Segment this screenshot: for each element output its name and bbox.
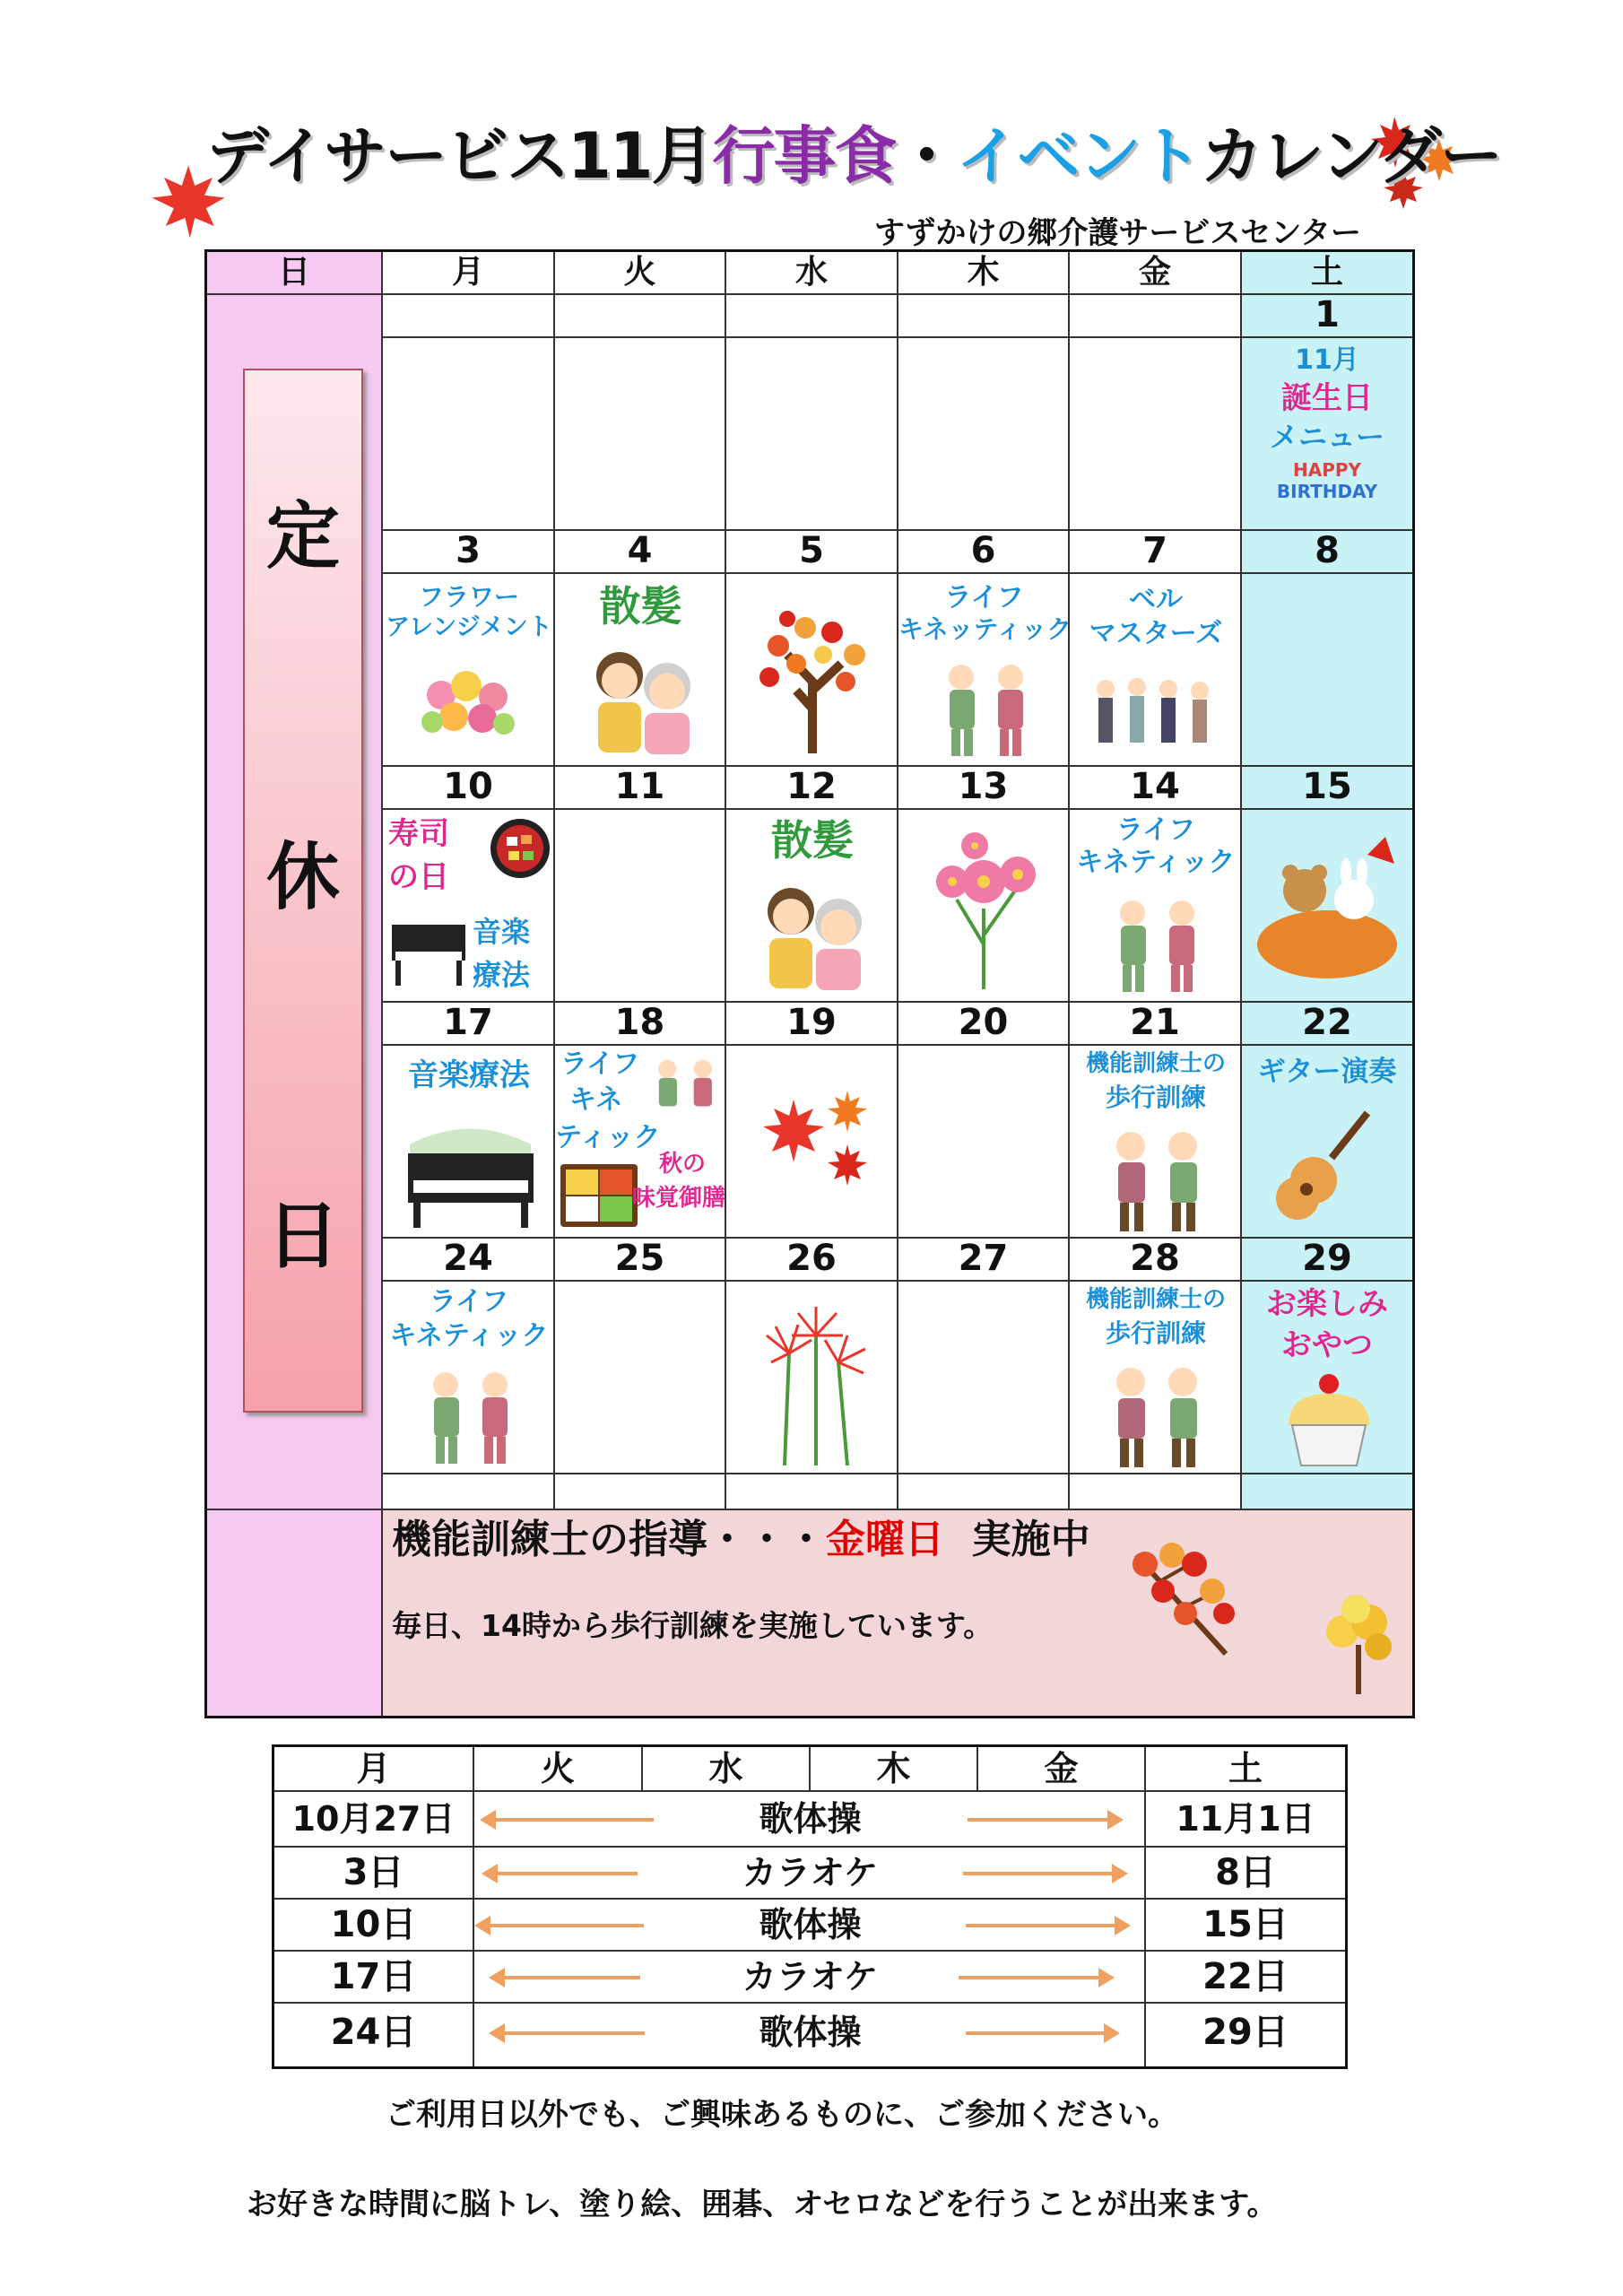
sushi-icon	[489, 817, 551, 880]
date-number: 17	[383, 1003, 555, 1046]
day-cell-10	[383, 810, 555, 1003]
schedule-sat: 22日	[1146, 1952, 1345, 2004]
autumn-tree-icon	[742, 592, 882, 753]
date-cell	[383, 295, 555, 338]
maple-leaves-icon	[749, 1082, 879, 1194]
date-number: 4	[555, 531, 726, 574]
right-arrow-icon	[966, 2031, 1107, 2035]
autumn-animals-icon	[1251, 828, 1403, 989]
event-label: ギター演奏	[1257, 1056, 1397, 1088]
event-label: マスターズ	[1089, 618, 1223, 649]
event-label: 秋の	[659, 1151, 707, 1178]
day-cell-26	[726, 1282, 898, 1474]
event-label: ティック	[555, 1122, 661, 1153]
schedule-sat: 29日	[1202, 2012, 1289, 2053]
date-cell	[898, 295, 1070, 338]
date-number: 22	[1242, 1003, 1412, 1046]
day-cell-22	[1242, 1046, 1412, 1239]
weekday-fri: 金	[1070, 252, 1242, 295]
exercise-icon	[1101, 895, 1213, 994]
schedule-activity: 歌体操	[759, 1799, 862, 1839]
exercise-icon	[645, 1051, 725, 1132]
event-label: 寿司	[388, 816, 449, 852]
date-number: 28	[1070, 1239, 1242, 1282]
schedule-header: 金	[978, 1747, 1146, 1792]
calendar-grid	[204, 249, 1415, 1718]
page-title	[206, 106, 1501, 204]
event-label: 味覚御膳	[632, 1185, 726, 1212]
day-cell-13	[898, 810, 1070, 1003]
spacer-cell	[1070, 1474, 1242, 1510]
event-label: メニュー	[1269, 420, 1384, 454]
note-highlight: 金曜日	[826, 1517, 944, 1562]
day-cell-19	[726, 1046, 898, 1239]
event-label: ライフ	[429, 1286, 509, 1318]
event-label: アレンジメント	[386, 613, 552, 641]
schedule-mon: 3日	[274, 1848, 474, 1900]
event-label: 機能訓練士の	[1085, 1286, 1226, 1313]
event-label: キネティック	[1076, 847, 1236, 878]
red-spider-lily-icon	[749, 1300, 879, 1465]
day-cell	[726, 338, 898, 531]
note-left-cell	[207, 1510, 383, 1716]
guitar-icon	[1269, 1109, 1376, 1225]
piano-icon	[388, 916, 469, 987]
footer-line-2: お好きな時間に脳トレ、塗り絵、囲碁、オセロなどを行うことが出来ます。	[247, 2187, 1278, 2222]
date-cell	[1070, 295, 1242, 338]
event-label: ライフ	[1115, 814, 1196, 846]
event-label: 散髪	[771, 816, 854, 865]
haircut-icon	[753, 877, 874, 994]
walking-training-icon	[1097, 1126, 1218, 1234]
day-cell	[383, 338, 555, 531]
event-label: 歩行訓練	[1105, 1318, 1206, 1348]
event-label: 音楽	[473, 915, 531, 949]
event-label: 散髪	[599, 582, 682, 631]
day-cell-5	[726, 574, 898, 767]
day-cell-6	[898, 574, 1070, 767]
day-cell	[1070, 338, 1242, 531]
schedule-mon: 24日	[274, 2004, 474, 2066]
schedule-activity-cell	[474, 1900, 1146, 1952]
schedule-activity-cell	[474, 1792, 1146, 1848]
event-label: フラワー	[418, 582, 519, 612]
date-number: 6	[898, 531, 1070, 574]
title-part: ・	[895, 119, 957, 193]
day-cell-4	[555, 574, 726, 767]
event-label: お楽しみ	[1266, 1286, 1388, 1322]
event-label: 歩行訓練	[1105, 1083, 1206, 1112]
schedule-activity: 歌体操	[759, 2013, 862, 2052]
day-cell-28	[1070, 1282, 1242, 1474]
happy-text: HAPPY	[1292, 459, 1361, 481]
bell-choir-icon	[1088, 671, 1222, 752]
event-label: 機能訓練士の	[1085, 1050, 1226, 1077]
activity-schedule-table	[272, 1744, 1348, 2069]
day-cell-24	[383, 1282, 555, 1474]
schedule-sat: 8日	[1146, 1848, 1345, 1900]
date-number: 18	[555, 1003, 726, 1046]
note-line-1	[392, 1518, 1090, 1563]
day-cell-17	[383, 1046, 555, 1239]
event-label: ベル	[1129, 584, 1183, 615]
event-label: 11月	[1295, 344, 1359, 376]
note-text: 機能訓練士の指導・・・	[392, 1517, 826, 1562]
haircut-icon	[582, 641, 703, 758]
closed-char: 日	[265, 1194, 340, 1279]
title-part: カレンダー	[1200, 119, 1501, 193]
exercise-icon	[930, 659, 1042, 758]
event-label: 誕生日	[1281, 380, 1373, 416]
title-part: 行事食	[712, 119, 896, 193]
date-number: 27	[898, 1239, 1070, 1282]
day-cell-25	[555, 1282, 726, 1474]
schedule-activity: 歌体操	[759, 1905, 862, 1944]
date-number: 20	[898, 1003, 1070, 1046]
spacer-cell	[726, 1474, 898, 1510]
weekday-sun: 日	[207, 252, 383, 295]
schedule-activity: カラオケ	[742, 1957, 879, 1996]
date-number: 13	[898, 767, 1070, 810]
day-cell-27	[898, 1282, 1070, 1474]
note-text: 実施中	[971, 1517, 1090, 1562]
bento-box-icon	[559, 1162, 639, 1230]
event-label: キネ	[569, 1084, 623, 1116]
date-cell	[726, 295, 898, 338]
date-number: 21	[1070, 1003, 1242, 1046]
day-cell-7	[1070, 574, 1242, 767]
date-number: 8	[1242, 531, 1412, 574]
date-number: 24	[383, 1239, 555, 1282]
right-arrow-icon	[963, 1872, 1115, 1875]
date-number: 14	[1070, 767, 1242, 810]
date-number: 7	[1070, 531, 1242, 574]
day-cell-15	[1242, 810, 1412, 1003]
date-number: 11	[555, 767, 726, 810]
right-arrow-icon	[968, 1818, 1111, 1822]
cosmos-flower-icon	[921, 828, 1046, 989]
day-cell-21	[1070, 1046, 1242, 1239]
closed-day-banner	[243, 369, 363, 1413]
schedule-activity-cell	[474, 1952, 1146, 2004]
day-cell	[555, 338, 726, 531]
event-label: キネッティック	[898, 614, 1072, 644]
piano-icon	[401, 1118, 540, 1230]
date-number: 10	[383, 767, 555, 810]
date-number: 3	[383, 531, 555, 574]
day-cell-8	[1242, 574, 1412, 767]
date-number: 15	[1242, 767, 1412, 810]
day-cell-12	[726, 810, 898, 1003]
event-label: の日	[388, 859, 449, 895]
schedule-header: 土	[1146, 1747, 1345, 1792]
flower-bouquet-icon	[414, 659, 522, 753]
event-label: キネティック	[389, 1320, 549, 1352]
date-cell	[555, 295, 726, 338]
exercise-icon	[414, 1367, 526, 1465]
day-cell-1	[1242, 338, 1412, 531]
schedule-mon: 10月27日	[274, 1792, 474, 1848]
schedule-mon: 10日	[274, 1900, 474, 1952]
footer-line-1: ご利用日以外でも、ご興味あるものに、ご参加ください。	[386, 2097, 1178, 2133]
event-label: おやつ	[1281, 1327, 1373, 1363]
day-cell-29	[1242, 1282, 1412, 1474]
day-cell-14	[1070, 810, 1242, 1003]
event-label: ライフ	[944, 582, 1024, 613]
weekday-mon: 月	[383, 252, 555, 295]
weekday-sat: 土	[1242, 252, 1412, 295]
date-number: 12	[726, 767, 898, 810]
date-number: 25	[555, 1239, 726, 1282]
ginkgo-tree-icon	[1315, 1591, 1401, 1694]
right-arrow-icon	[966, 1924, 1118, 1927]
date-number: 19	[726, 1003, 898, 1046]
event-label: 音楽療法	[408, 1057, 530, 1093]
schedule-activity-cell	[474, 1848, 1146, 1900]
spacer-cell	[383, 1474, 555, 1510]
closed-char: 休	[265, 835, 340, 920]
day-cell	[898, 338, 1070, 531]
closed-char: 定	[265, 494, 340, 579]
note-line-2: 毎日、14時から歩行訓練を実施しています。	[392, 1608, 994, 1643]
schedule-activity: カラオケ	[742, 1853, 879, 1892]
schedule-activity-cell	[474, 2004, 1146, 2066]
birthday-text: BIRTHDAY	[1276, 481, 1378, 502]
weekday-wed: 水	[726, 252, 898, 295]
spacer-cell	[555, 1474, 726, 1510]
title-part: イベント	[956, 119, 1201, 193]
walking-training-icon	[1097, 1362, 1218, 1470]
date-number: 1	[1242, 295, 1412, 338]
facility-name: すずかけの郷介護サービスセンター	[874, 215, 1361, 251]
date-number: 29	[1242, 1239, 1412, 1282]
spacer-cell	[1242, 1474, 1412, 1510]
autumn-branch-icon	[1118, 1528, 1253, 1663]
schedule-header: 火	[474, 1747, 643, 1792]
schedule-mon: 17日	[274, 1952, 474, 2004]
weekday-thu: 木	[898, 252, 1070, 295]
event-label: 療法	[473, 958, 531, 992]
schedule-sat: 11月1日	[1146, 1792, 1345, 1848]
spacer-cell	[898, 1474, 1070, 1510]
day-cell-18	[555, 1046, 726, 1239]
date-number: 5	[726, 531, 898, 574]
day-cell-11	[555, 810, 726, 1003]
date-number: 26	[726, 1239, 898, 1282]
note-panel	[383, 1510, 1412, 1716]
schedule-header: 木	[811, 1747, 978, 1792]
day-cell-20	[898, 1046, 1070, 1239]
cupcake-icon	[1280, 1371, 1378, 1468]
schedule-sat: 15日	[1146, 1900, 1345, 1952]
schedule-header: 月	[274, 1747, 474, 1792]
schedule-header: 水	[643, 1747, 811, 1792]
day-cell-3	[383, 574, 555, 767]
weekday-tue: 火	[555, 252, 726, 295]
event-label: ライフ	[560, 1048, 640, 1080]
right-arrow-icon	[959, 1976, 1102, 1979]
title-part: デイサービス11月	[206, 119, 713, 193]
